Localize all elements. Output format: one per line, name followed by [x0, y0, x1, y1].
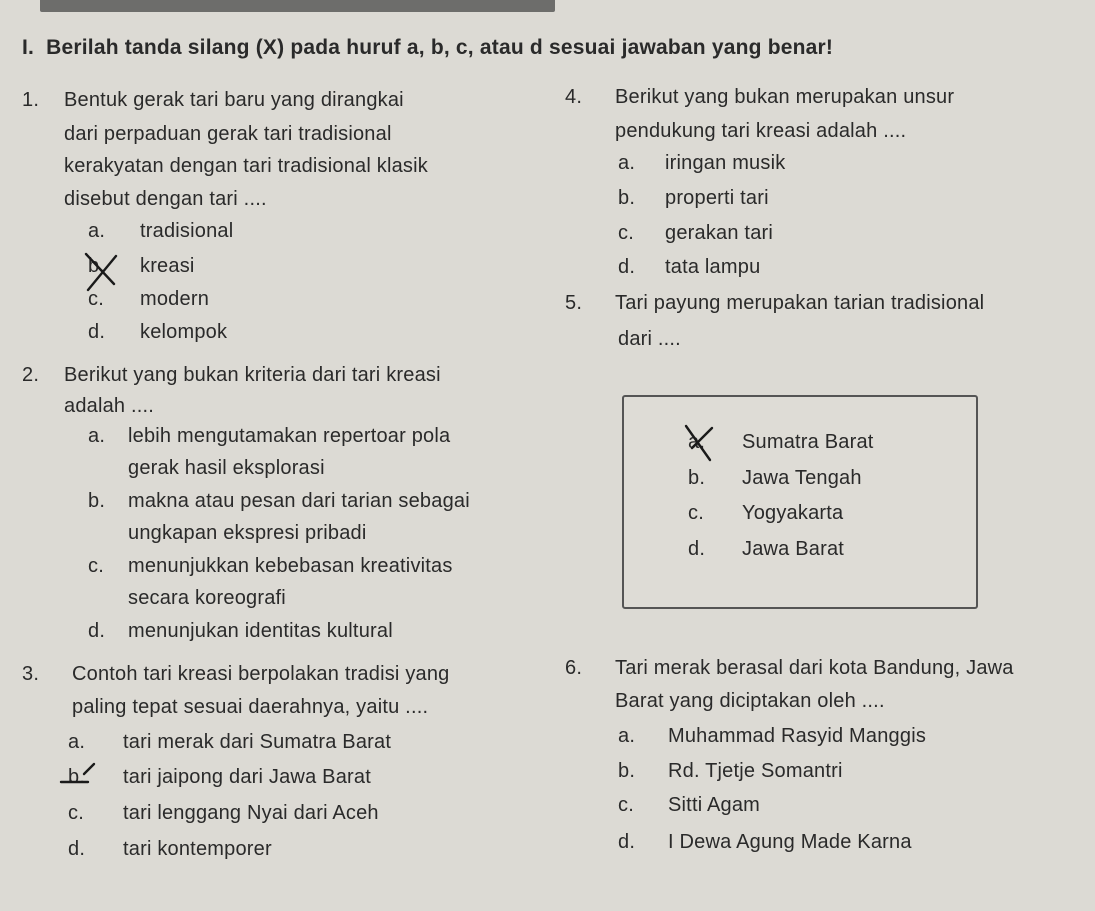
q5-text-line: Tari payung merupakan tarian tradisional — [615, 292, 985, 314]
q2-option-a-text-cont: gerak hasil eksplorasi — [128, 457, 325, 479]
q4-option-c-text: gerakan tari — [665, 222, 774, 244]
q1-option-b-text: kreasi — [140, 255, 195, 277]
q2-option-a-text: lebih mengutamakan repertoar pola — [128, 425, 451, 447]
instruction-heading: I. Berilah tanda silang (X) pada huruf a, b, c, atau d sesuai jawaban yang benar! — [22, 36, 834, 59]
q6-text-line: Barat yang diciptakan oleh .... — [615, 690, 885, 712]
q1-option-a-text: tradisional — [140, 220, 234, 242]
q3-option-c-text: tari lenggang Nyai dari Aceh — [123, 802, 379, 824]
q5-option-c-text: Yogyakarta — [742, 502, 844, 524]
q5-number: 5. — [565, 292, 583, 314]
q3-text-line: Contoh tari kreasi berpolakan tradisi yang — [72, 663, 450, 685]
q4-number: 4. — [565, 86, 583, 108]
q4-option-d-text: tata lampu — [665, 256, 761, 278]
q5-option-a-text: Sumatra Barat — [742, 431, 874, 453]
q3-option-d-text: tari kontemporer — [123, 838, 272, 860]
answer-underline-mark-icon — [58, 760, 98, 790]
page-top-edge — [40, 0, 555, 12]
q2-option-b-text-cont: ungkapan ekspresi pribadi — [128, 522, 367, 544]
q3-option-b-text: tari jaipong dari Jawa Barat — [123, 766, 371, 788]
q3-option-a-letter[interactable]: a. — [68, 731, 86, 753]
q5-option-b-text: Jawa Tengah — [742, 467, 862, 489]
q5-option-a-letter[interactable]: a. — [688, 431, 706, 453]
q5-option-b-letter[interactable]: b. — [688, 467, 706, 489]
q6-option-b-letter[interactable]: b. — [618, 760, 636, 782]
q3-option-d-letter[interactable]: d. — [68, 838, 86, 860]
q6-option-c-letter[interactable]: c. — [618, 794, 634, 816]
q6-option-b-text: Rd. Tjetje Somantri — [668, 760, 843, 782]
q2-option-c-text: menunjukkan kebebasan kreativitas — [128, 555, 453, 577]
q2-option-d-letter[interactable]: d. — [88, 620, 106, 642]
q1-option-d-text: kelompok — [140, 321, 228, 343]
q6-text-line: Tari merak berasal dari kota Bandung, Jawa — [615, 657, 1014, 679]
q3-option-c-letter[interactable]: c. — [68, 802, 84, 824]
q3-text-line: paling tepat sesuai daerahnya, yaitu .... — [72, 696, 429, 718]
q4-text-line: Berikut yang bukan merupakan unsur — [615, 86, 955, 108]
q1-option-a-letter[interactable]: a. — [88, 220, 106, 242]
q4-option-a-text: iringan musik — [665, 152, 786, 174]
q1-option-c-letter[interactable]: c. — [88, 288, 104, 310]
q2-text-line: adalah .... — [64, 395, 155, 417]
q6-option-d-letter[interactable]: d. — [618, 831, 636, 853]
q1-number: 1. — [22, 89, 40, 111]
q3-number: 3. — [22, 663, 40, 685]
q6-option-a-text: Muhammad Rasyid Manggis — [668, 725, 927, 747]
q1-text-line: dari perpaduan gerak tari tradisional — [64, 123, 392, 145]
q1-option-b-letter[interactable]: b. — [88, 255, 106, 277]
q1-text-line: disebut dengan tari .... — [64, 188, 267, 210]
q2-option-d-text: menunjukan identitas kultural — [128, 620, 393, 642]
q4-option-a-letter[interactable]: a. — [618, 152, 636, 174]
q2-option-b-letter[interactable]: b. — [88, 490, 106, 512]
q2-option-c-letter[interactable]: c. — [88, 555, 104, 577]
q2-option-a-letter[interactable]: a. — [88, 425, 106, 447]
q4-text-line: pendukung tari kreasi adalah .... — [615, 120, 907, 142]
q5-text-line: dari .... — [618, 328, 681, 350]
q3-option-a-text: tari merak dari Sumatra Barat — [123, 731, 392, 753]
answer-cross-mark-icon — [680, 422, 720, 466]
q6-number: 6. — [565, 657, 583, 679]
q3-option-b-letter[interactable]: b. — [68, 766, 86, 788]
q5-option-c-letter[interactable]: c. — [688, 502, 704, 524]
q2-option-b-text: makna atau pesan dari tarian sebagai — [128, 490, 470, 512]
q4-option-b-text: properti tari — [665, 187, 769, 209]
q4-option-d-letter[interactable]: d. — [618, 256, 636, 278]
q6-option-d-text: I Dewa Agung Made Karna — [668, 831, 912, 853]
q2-text-line: Berikut yang bukan kriteria dari tari kreasi — [64, 364, 441, 386]
q1-text-line: Bentuk gerak tari baru yang dirangkai — [64, 89, 404, 111]
q4-option-b-letter[interactable]: b. — [618, 187, 636, 209]
q6-option-c-text: Sitti Agam — [668, 794, 761, 816]
q2-option-c-text-cont: secara koreografi — [128, 587, 286, 609]
q2-number: 2. — [22, 364, 40, 386]
q5-option-d-letter[interactable]: d. — [688, 538, 706, 560]
q6-option-a-letter[interactable]: a. — [618, 725, 636, 747]
answer-cross-mark-icon — [80, 250, 122, 294]
q1-option-c-text: modern — [140, 288, 210, 310]
q4-option-c-letter[interactable]: c. — [618, 222, 634, 244]
q1-option-d-letter[interactable]: d. — [88, 321, 106, 343]
q5-option-d-text: Jawa Barat — [742, 538, 845, 560]
q1-text-line: kerakyatan dengan tari tradisional klasik — [64, 155, 428, 177]
